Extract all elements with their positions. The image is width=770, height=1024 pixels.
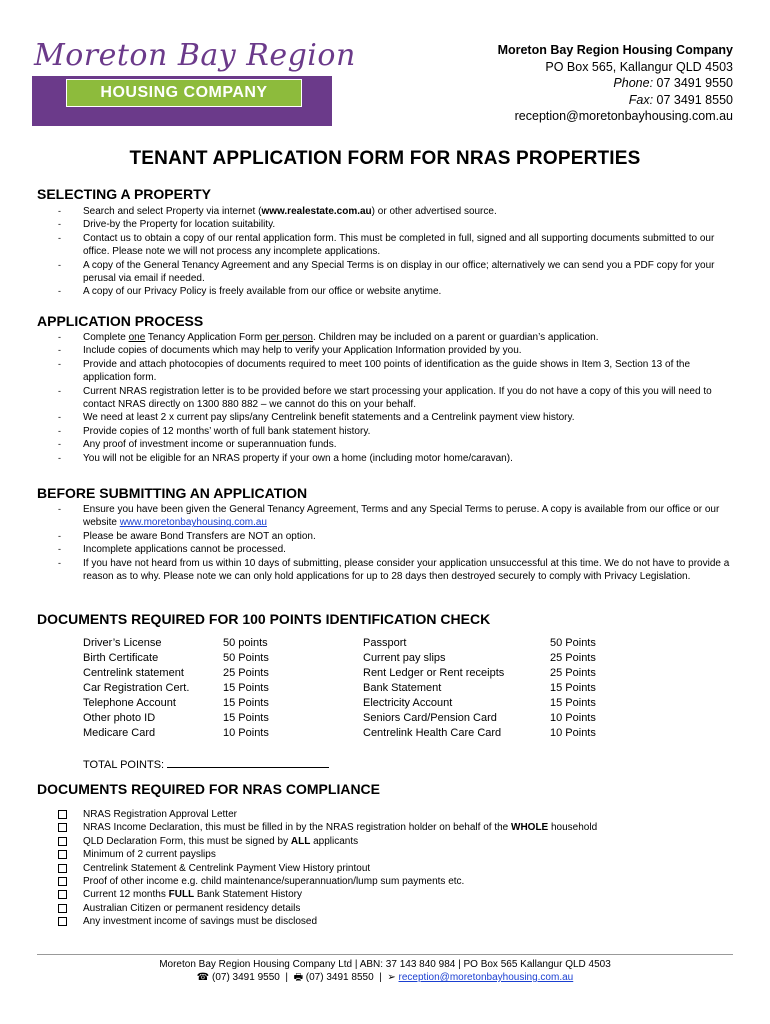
company-name: Moreton Bay Region Housing Company (497, 43, 733, 57)
checklist-item: QLD Declaration Form, this must be signed by ALL applicants (58, 835, 748, 848)
table-cell: Rent Ledger or Rent receipts (363, 667, 505, 679)
list-item: - A copy of the General Tenancy Agreement and any Special Terms is on display in our office; alternatively we can send you a PDF copy for your perusal via email if needed. (56, 259, 736, 286)
page-title: TENANT APPLICATION FORM FOR NRAS PROPERTIES (129, 148, 641, 169)
table-row (83, 682, 630, 697)
phone-icon: ☎ (196, 972, 210, 983)
checkbox[interactable] (58, 850, 67, 859)
section-heading-compliance: DOCUMENTS REQUIRED FOR NRAS COMPLIANCE (37, 781, 381, 797)
checklist-item: NRAS Registration Approval Letter (58, 808, 748, 821)
company-phone: Phone: 07 3491 9550 (613, 76, 733, 90)
company-email: reception@moretonbayhousing.com.au (514, 109, 733, 123)
points-table (83, 637, 630, 742)
table-cell: 50 points (223, 637, 268, 649)
checkbox[interactable] (58, 823, 67, 832)
total-points-input-line[interactable] (167, 757, 329, 768)
table-cell: 25 Points (550, 667, 596, 679)
list-item: - Search and select Property via internet (www.realestate.com.au) or other advertised source. (56, 205, 736, 218)
footer (0, 958, 770, 984)
table-row (83, 667, 630, 682)
table-cell: Bank Statement (363, 682, 442, 694)
list-item: - Drive-by the Property for location suitability. (56, 218, 736, 231)
fax-icon: 🖶 (293, 972, 304, 983)
checklist-item: Centrelink Statement & Centrelink Payment View History printout (58, 862, 748, 875)
compliance-checklist (58, 808, 748, 929)
checkbox[interactable] (58, 877, 67, 886)
list-item: - Include copies of documents which may help to verify your Application Information provided by you. (56, 344, 736, 357)
website-link[interactable]: www.moretonbayhousing.com.au (119, 517, 267, 529)
checklist-item: Current 12 months FULL Bank Statement History (58, 888, 748, 901)
company-logo (32, 38, 356, 126)
total-points-label: TOTAL POINTS: (83, 759, 165, 771)
table-cell: Car Registration Cert. (83, 682, 190, 694)
table-cell: 25 Points (550, 652, 596, 664)
checkbox[interactable] (58, 864, 67, 873)
table-cell: 15 Points (550, 697, 596, 709)
company-address: PO Box 565, Kallangur QLD 4503 (545, 59, 733, 74)
checkbox[interactable] (58, 810, 67, 819)
table-cell: Electricity Account (363, 697, 453, 709)
table-cell: 50 Points (223, 652, 269, 664)
list-item: - Provide copies of 12 months’ worth of full bank statement history. (56, 425, 736, 438)
table-cell: 50 Points (550, 637, 596, 649)
table-row (83, 727, 630, 742)
table-cell: 15 Points (223, 712, 269, 724)
list-item: - Please be aware Bond Transfers are NOT an option. (56, 530, 736, 543)
total-points (83, 757, 329, 771)
list-item: - You will not be eligible for an NRAS property if your own a home (including motor home/caravan). (56, 452, 736, 465)
list-item: - Ensure you have been given the General Tenancy Agreement, Terms and any Special Terms to peruse. A copy is available from our office or our website www.moretonbayhousing.com.au (56, 503, 736, 530)
table-row (83, 652, 630, 667)
list-item: - Complete one Tenancy Application Form per person. Children may be included on a parent or guardian’s application. (56, 331, 736, 344)
checklist-item: Proof of other income e.g. child maintenance/superannuation/lump sum payments etc. (58, 875, 748, 888)
section-heading-points: DOCUMENTS REQUIRED FOR 100 POINTS IDENTIFICATION CHECK (37, 611, 491, 627)
application-list (56, 331, 736, 465)
list-item: - Any proof of investment income or superannuation funds. (56, 438, 736, 451)
table-cell: Driver’s License (83, 637, 162, 649)
checklist-item: Australian Citizen or permanent residency details (58, 902, 748, 915)
table-cell: Medicare Card (83, 727, 156, 739)
company-fax: Fax: 07 3491 8550 (628, 92, 733, 107)
section-heading-before: BEFORE SUBMITTING AN APPLICATION (37, 485, 308, 501)
table-cell: 10 Points (550, 712, 596, 724)
list-item: - We need at least 2 x current pay slips/any Centrelink benefit statements and a Centrelink payment view history. (56, 411, 736, 424)
checklist-item: Any investment income of savings must be disclosed (58, 915, 748, 928)
table-cell: Telephone Account (83, 697, 176, 709)
table-cell: 15 Points (223, 682, 269, 694)
table-cell: Current pay slips (363, 652, 446, 664)
list-item: - If you have not heard from us within 10 days of submitting, please consider your application unsuccessful at this time. We do not have to provide a reason as to why. Please note we can only hold applications for up to 28 days then destroyed securely to comply with Privacy Legislation. (56, 557, 736, 584)
table-row (83, 637, 630, 652)
company-details (498, 42, 733, 125)
section-heading-selecting: SELECTING A PROPERTY (37, 186, 211, 202)
before-list (56, 503, 736, 583)
table-cell: Seniors Card/Pension Card (363, 712, 497, 724)
list-item: - Incomplete applications cannot be processed. (56, 543, 736, 556)
table-cell: Centrelink statement (83, 667, 184, 679)
checkbox[interactable] (58, 917, 67, 926)
table-cell: 25 Points (223, 667, 269, 679)
table-cell: 15 Points (550, 682, 596, 694)
table-cell: Birth Certificate (83, 652, 159, 664)
footer-company-line: Moreton Bay Region Housing Company Ltd | ABN: 37 143 840 984 | PO Box 565 Kallangur QLD 4503 (159, 959, 611, 970)
table-cell: Other photo ID (83, 712, 156, 724)
selecting-list (56, 205, 736, 299)
table-cell: 10 Points (550, 727, 596, 739)
list-item: - Current NRAS registration letter is to be provided before we start processing your application. If you do not have a copy of this you will need to contact NRAS directly on 1300 880 882 – we cannot do this on your behalf. (56, 385, 736, 412)
logo-script-text: Moreton Bay Region (34, 38, 356, 73)
list-item: - Contact us to obtain a copy of our rental application form. This must be completed in full, signed and all supporting documents submitted to our office. Please note we will not process any incomplete applications. (56, 232, 736, 259)
section-heading-application: APPLICATION PROCESS (37, 313, 204, 329)
table-cell: 15 Points (223, 697, 269, 709)
checklist-item: NRAS Income Declaration, this must be filled in by the NRAS registration holder on behalf of the WHOLE household (58, 821, 748, 834)
checklist-item: Minimum of 2 current payslips (58, 848, 748, 861)
checkbox[interactable] (58, 890, 67, 899)
list-item: - Provide and attach photocopies of documents required to meet 100 points of identification as the guide shows in Item 3, Section 13 of the application form. (56, 358, 736, 385)
table-cell: Passport (363, 637, 407, 649)
logo-band-text: HOUSING COMPANY (100, 84, 268, 101)
table-cell: Centrelink Health Care Card (363, 727, 502, 739)
footer-divider (37, 954, 733, 955)
footer-contact-line: ☎ (07) 3491 9550 | 🖶 (07) 3491 8550 | ➢ reception@moretonbayhousing.com.au (196, 972, 574, 983)
table-cell: 10 Points (223, 727, 269, 739)
table-row (83, 697, 630, 712)
list-item: - A copy of our Privacy Policy is freely available from our office or website anytime. (56, 285, 736, 298)
table-row (83, 712, 630, 727)
logo-green-box (66, 79, 302, 107)
checkbox[interactable] (58, 837, 67, 846)
checkbox[interactable] (58, 904, 67, 913)
footer-email-link[interactable]: reception@moretonbayhousing.com.au (398, 972, 574, 983)
email-icon: ➢ (387, 972, 396, 983)
